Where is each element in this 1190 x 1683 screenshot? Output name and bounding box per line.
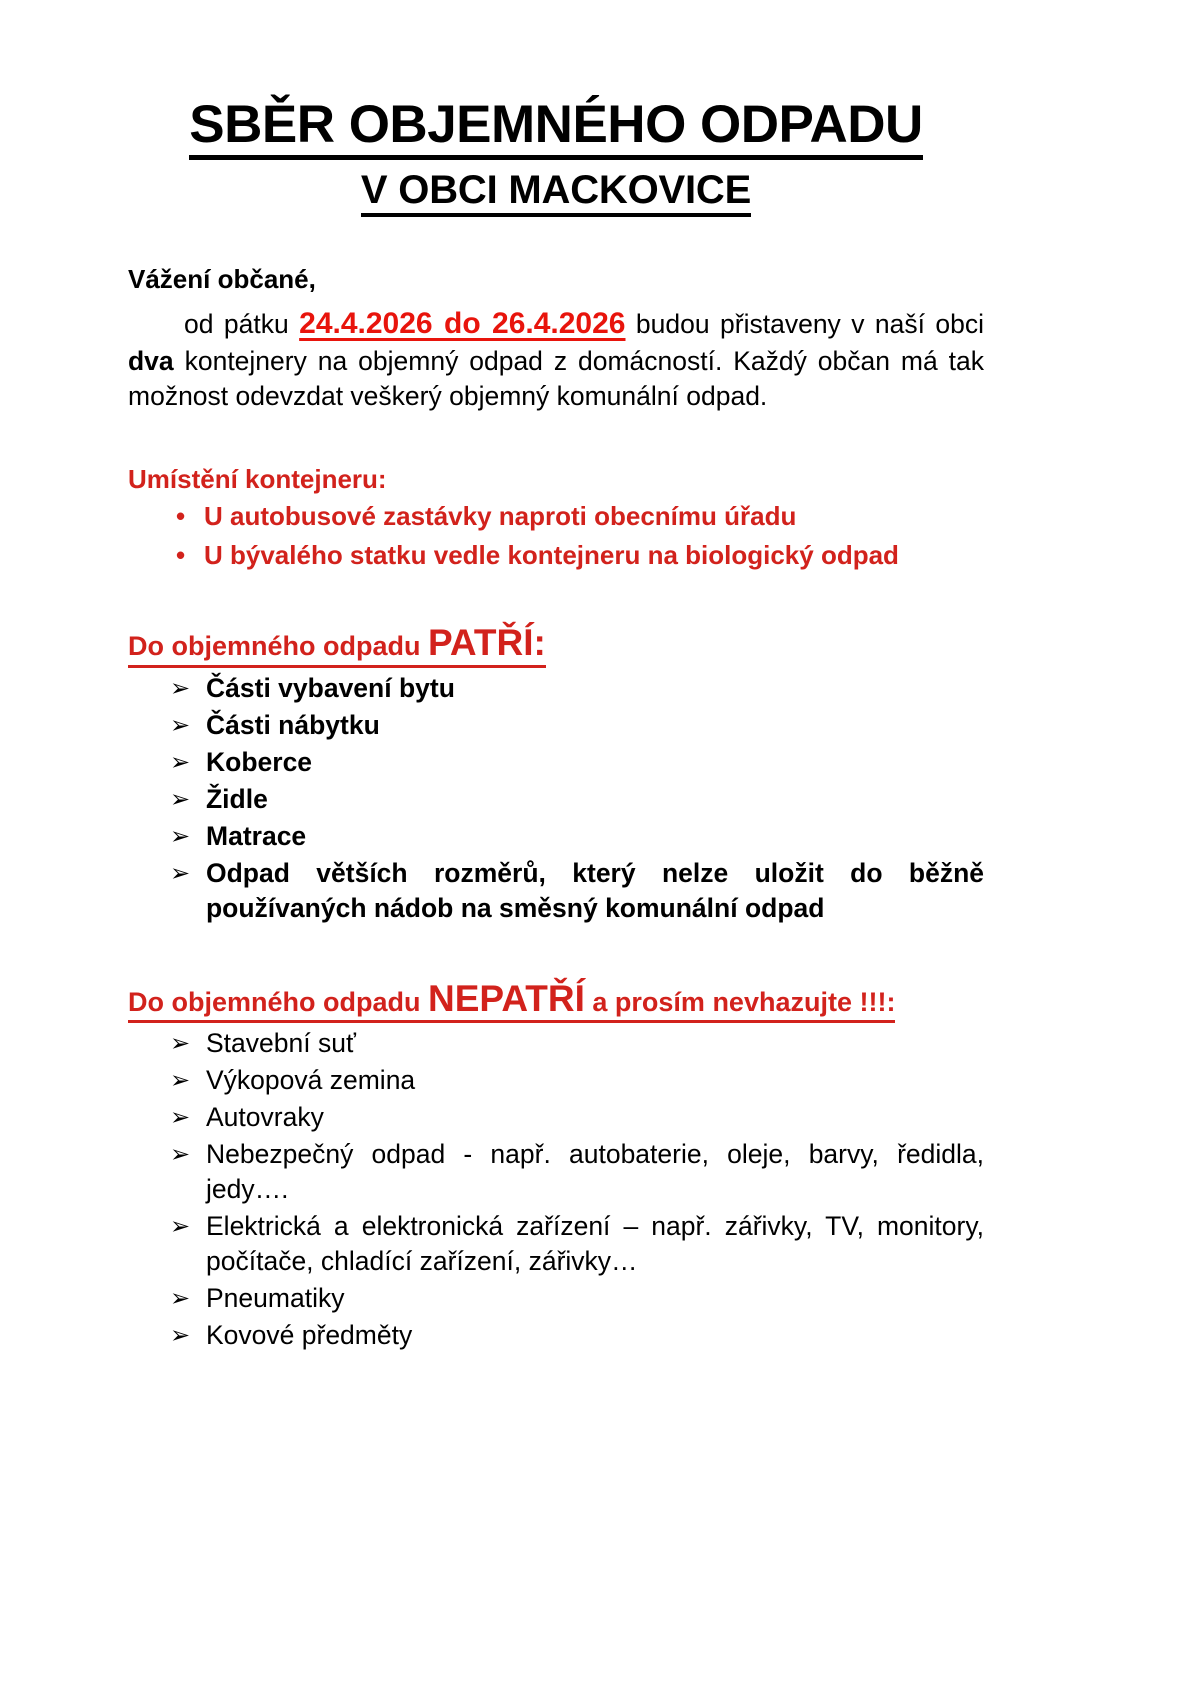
bullet-dot-icon: • bbox=[176, 501, 186, 532]
list-item-label: Stavební suť bbox=[206, 1028, 356, 1059]
list-item bbox=[128, 1318, 984, 1353]
list-item-label: Části nábytku bbox=[206, 709, 380, 740]
arrow-bullet-icon: ➢ bbox=[170, 1211, 191, 1240]
list-item bbox=[128, 1026, 984, 1061]
intro-after-1: budou přistaveny v naší obci bbox=[635, 308, 984, 339]
title-block bbox=[128, 0, 984, 160]
location-list bbox=[128, 499, 984, 572]
container-count-emphasis: dva bbox=[128, 345, 174, 376]
bullet-dot-icon: • bbox=[176, 539, 186, 570]
arrow-bullet-icon: ➢ bbox=[170, 784, 191, 813]
accepted-list bbox=[128, 671, 984, 926]
list-item bbox=[128, 538, 984, 573]
list-item bbox=[128, 745, 984, 780]
list-item bbox=[128, 708, 984, 743]
arrow-bullet-icon: ➢ bbox=[170, 1283, 191, 1312]
accepted-heading bbox=[128, 622, 546, 668]
arrow-bullet-icon: ➢ bbox=[170, 821, 191, 850]
list-item-label: Matrace bbox=[206, 820, 307, 851]
list-item bbox=[128, 819, 984, 854]
list-item-label: Židle bbox=[206, 783, 268, 814]
accepted-heading-prefix: Do objemného odpadu bbox=[128, 631, 428, 662]
list-item-label: Výkopová zemina bbox=[206, 1065, 416, 1096]
list-item-label: Odpad větších rozměrů, který nelze uložit do běžně používaných nádob na směsný komunální odpad bbox=[206, 857, 984, 923]
list-item-label: Elektrická a elektronická zařízení – např. zářivky, TV, monitory, počítače, chladící zařízení, zářivky… bbox=[206, 1210, 984, 1276]
collection-date-range: 24.4.2026 do 26.4.2026 bbox=[299, 306, 626, 340]
list-item bbox=[128, 856, 984, 926]
subtitle-block bbox=[128, 169, 984, 217]
arrow-bullet-icon: ➢ bbox=[170, 710, 191, 739]
list-item-label: Pneumatiky bbox=[206, 1282, 345, 1313]
list-item bbox=[128, 1137, 984, 1207]
salutation: Vážení občané, bbox=[128, 264, 316, 295]
list-item-label: U bývalého statku vedle kontejneru na biologický odpad bbox=[204, 539, 899, 570]
list-item bbox=[128, 1281, 984, 1316]
list-item bbox=[128, 499, 984, 534]
page-title: SBĚR OBJEMNÉHO ODPADU bbox=[189, 96, 923, 160]
arrow-bullet-icon: ➢ bbox=[170, 1140, 191, 1169]
list-item bbox=[128, 1063, 984, 1098]
list-item-label: U autobusové zastávky naproti obecnímu úřadu bbox=[204, 501, 797, 532]
list-item-label: Koberce bbox=[206, 746, 313, 777]
rejected-heading bbox=[128, 978, 895, 1024]
arrow-bullet-icon: ➢ bbox=[170, 858, 191, 887]
arrow-bullet-icon: ➢ bbox=[170, 1320, 191, 1349]
arrow-bullet-icon: ➢ bbox=[170, 747, 191, 776]
rejected-heading-suffix: a prosím nevhazujte !!!: bbox=[584, 986, 896, 1017]
accepted-heading-emphasis: PATŘÍ: bbox=[427, 622, 546, 664]
arrow-bullet-icon: ➢ bbox=[170, 1103, 191, 1132]
page-subtitle: V OBCI MACKOVICE bbox=[361, 169, 751, 217]
rejected-list bbox=[128, 1026, 984, 1353]
intro-lead: od pátku bbox=[184, 308, 289, 339]
arrow-bullet-icon: ➢ bbox=[170, 673, 191, 702]
arrow-bullet-icon: ➢ bbox=[170, 1029, 191, 1058]
intro-paragraph bbox=[128, 304, 984, 414]
poster-content bbox=[128, 0, 984, 1353]
location-heading: Umístění kontejneru: bbox=[128, 464, 387, 495]
list-item bbox=[128, 782, 984, 817]
list-item bbox=[128, 1100, 984, 1135]
list-item bbox=[128, 1209, 984, 1279]
list-item-label: Autovraky bbox=[206, 1102, 324, 1133]
rejected-heading-prefix: Do objemného odpadu bbox=[128, 986, 428, 1017]
arrow-bullet-icon: ➢ bbox=[170, 1066, 191, 1095]
list-item-label: Kovové předměty bbox=[206, 1319, 413, 1350]
list-item-label: Nebezpečný odpad - např. autobaterie, oleje, barvy, ředidla, jedy…. bbox=[206, 1139, 984, 1204]
list-item-label: Části vybavení bytu bbox=[206, 672, 455, 703]
intro-after-2: kontejnery na objemný odpad z domácností. Každý občan má tak možnost odevzdat veškerý objemný komunální odpad. bbox=[128, 345, 984, 411]
rejected-heading-emphasis: NEPATŘÍ bbox=[427, 977, 585, 1019]
list-item bbox=[128, 671, 984, 706]
